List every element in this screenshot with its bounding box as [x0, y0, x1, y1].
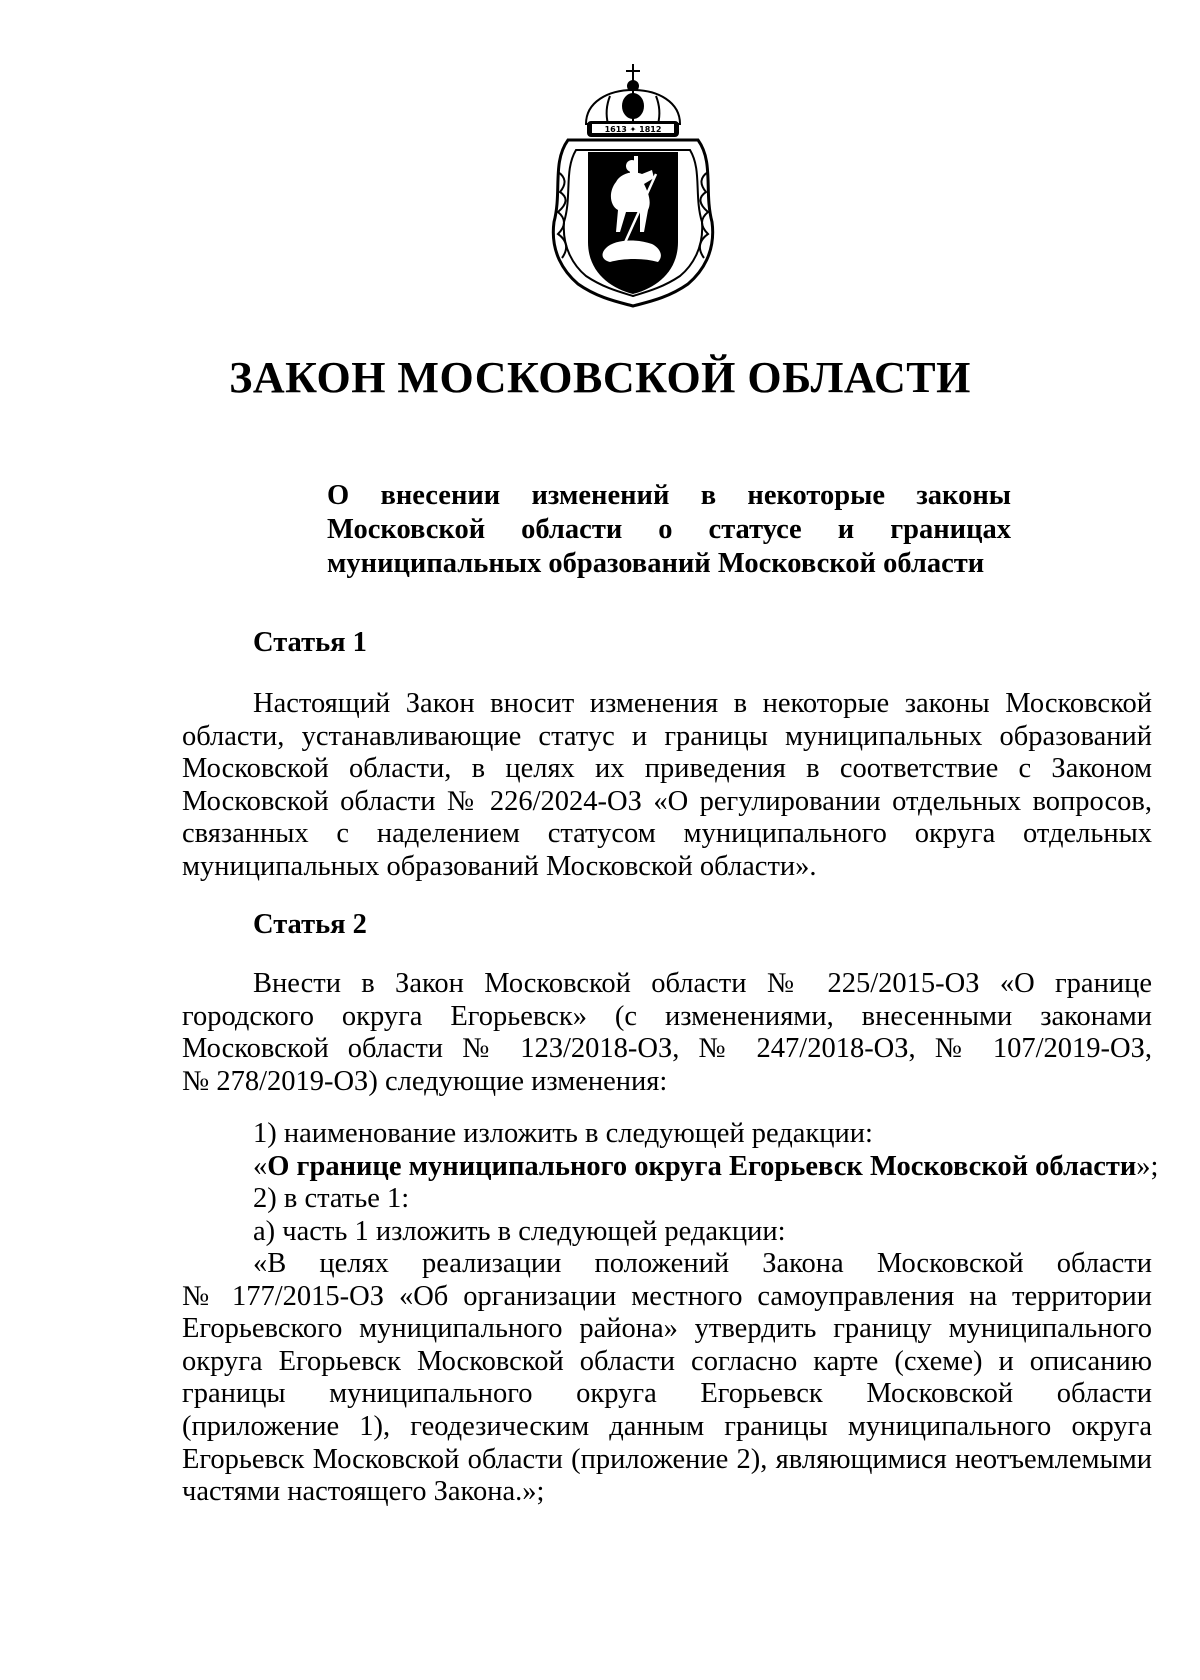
quote-close: »;	[1136, 1150, 1159, 1182]
paragraph-line: Егорьевского муниципального района» утвердить границу муниципального	[182, 1313, 1152, 1345]
list-item: а) часть 1 изложить в следующей редакции:	[253, 1215, 786, 1247]
paragraph-line: Московской области № 226/2024-ОЗ «О регулировании отдельных вопросов,	[182, 785, 1152, 817]
paragraph-line: округа Егорьевск Московской области согласно карте (схеме) и описанию	[182, 1345, 1152, 1377]
article-2-paragraph	[182, 968, 1152, 1098]
paragraph-line: связанных с наделением статусом муниципального округа отдельных	[182, 818, 1152, 850]
law-subject	[327, 479, 1011, 581]
new-title-text: О границе муниципального округа Егорьевск Московской области	[267, 1150, 1137, 1182]
article-2-heading: Статья 2	[253, 909, 367, 940]
subject-line: муниципальных образований Московской области	[327, 548, 985, 579]
paragraph-line: № 177/2015-ОЗ «Об организации местного самоуправления на территории	[182, 1280, 1152, 1312]
article-1-heading: Статья 1	[253, 627, 367, 658]
paragraph-line: (приложение 1), геодезическим данным границы муниципального округа	[182, 1410, 1152, 1442]
paragraph-line: Внести в Закон Московской области № 225/2015-ОЗ «О границе	[253, 968, 1152, 999]
paragraph-line: частями настоящего Закона.»;	[182, 1476, 545, 1508]
paragraph-line: «В целях реализации положений Закона Московской области	[253, 1248, 1152, 1279]
law-title: ЗАКОН МОСКОВСКОЙ ОБЛАСТИ	[229, 353, 971, 402]
paragraph-line: № 278/2019-ОЗ) следующие изменения:	[182, 1065, 668, 1097]
paragraph-line: Московской области, в целях их приведения в соответствие с Законом	[182, 753, 1152, 785]
list-item: 2) в статье 1:	[253, 1183, 410, 1215]
article-2-items	[182, 1118, 1159, 1248]
paragraph-line: границы муниципального округа Егорьевск Московской области	[182, 1378, 1152, 1410]
paragraph-line: Московской области № 123/2018-ОЗ, № 247/2018-ОЗ, № 107/2019-ОЗ,	[182, 1033, 1152, 1065]
paragraph-line: области, устанавливающие статус и границы муниципальных образований	[182, 720, 1152, 752]
paragraph-line: городского округа Егорьевск» (с изменениями, внесенными законами	[182, 1000, 1152, 1032]
subject-line: Московской области о статусе и границах	[327, 514, 1011, 545]
list-item: 1) наименование изложить в следующей редакции:	[253, 1118, 873, 1149]
paragraph-line: Егорьевск Московской области (приложение 2), являющимися неотъемлемыми	[182, 1443, 1152, 1475]
paragraph-line: Настоящий Закон вносит изменения в некоторые законы Московской	[253, 688, 1152, 719]
coat-of-arms-emblem	[548, 62, 718, 310]
quote-open: «	[253, 1150, 268, 1182]
article-1-paragraph	[182, 688, 1152, 884]
article-2-quote-paragraph	[182, 1248, 1152, 1509]
emblem-motto: 1613 ✦ 1812	[604, 125, 662, 134]
list-item-quote	[182, 1150, 1159, 1184]
paragraph-line: муниципальных образований Московской области».	[182, 850, 817, 882]
subject-line: О внесении изменений в некоторые законы	[327, 480, 1011, 511]
